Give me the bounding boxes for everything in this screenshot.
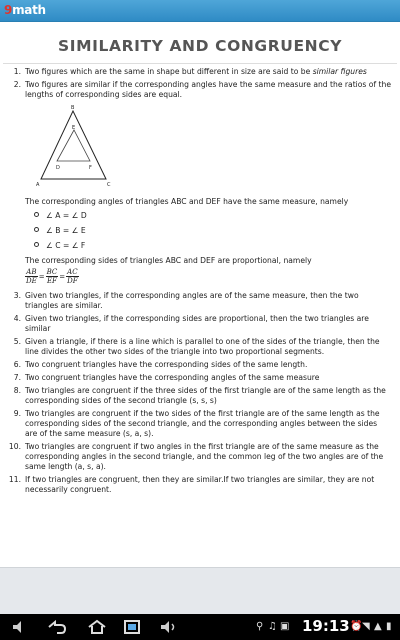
item-text: Two triangles are congruent if two angles in the first triangle are of the same measure as the corresponding angles in the second triangle, and the common leg of the two angles are of the same length (a, s, a).: [25, 442, 384, 471]
list-item-8: [0, 386, 400, 406]
list-item-10: [0, 442, 400, 472]
bottom-panel: [0, 567, 400, 614]
item-number: 2.: [13, 80, 21, 89]
ratio-ab-de: [25, 268, 38, 285]
item-number: 11.: [8, 475, 21, 484]
triangles-diagram: [35, 103, 145, 193]
ratio-ac-df: [66, 268, 78, 285]
equals-sign: =: [59, 272, 66, 281]
item-text: Two congruent triangles have the corresponding angles of the same measure: [25, 373, 320, 382]
title-divider: [3, 63, 397, 64]
label-b: B: [71, 105, 75, 111]
lesson-content[interactable]: [0, 22, 400, 567]
label-c: C: [107, 182, 111, 188]
sides-intro: The corresponding sides of triangles ABC and DEF are proportional, namely: [25, 256, 312, 265]
logo-text: math: [12, 3, 46, 17]
ratio-denominator: EF: [46, 277, 57, 285]
item-number: 9.: [13, 409, 21, 418]
signal-icon: ▲: [374, 621, 382, 632]
list-item-2: [0, 80, 400, 100]
app-bar: [0, 0, 400, 22]
back-icon[interactable]: [46, 619, 68, 635]
list-item-7: [0, 373, 400, 383]
page-title: SIMILARITY AND CONGRUENCY: [57, 37, 343, 55]
angle-list: [0, 211, 400, 251]
list-item-11: [0, 475, 400, 495]
list-item-3: [0, 291, 400, 311]
triangle-abc: [41, 111, 106, 179]
list-item-5: [0, 337, 400, 357]
angle-equation: ∠ B = ∠ E: [46, 226, 86, 235]
item-number: 6.: [13, 360, 21, 369]
angle-equation: ∠ A = ∠ D: [46, 211, 87, 220]
item-text: Given two triangles, if the corresponding angles are of the same measure, then the two triangles are similar.: [25, 291, 359, 310]
item-text: Given two triangles, if the corresponding sides are proportional, then the two triangles are similar: [25, 314, 369, 333]
gallery-icon: ▣: [280, 621, 290, 632]
ratio-numerator: BC: [46, 268, 58, 276]
app-logo[interactable]: [4, 3, 46, 17]
item-text: Given a triangle, if there is a line which is parallel to one of the sides of the triangle, then the line divides the other two sides of the triangle into two proportional segments.: [25, 337, 380, 356]
list-item-4: [0, 314, 400, 334]
item-number: 8.: [13, 386, 21, 395]
status-time: 19:13: [302, 617, 350, 635]
angle-item: [34, 211, 400, 221]
equals-sign: =: [38, 272, 45, 281]
side-ratio-equation: [0, 268, 400, 285]
label-e: E: [72, 125, 76, 131]
item-number: 4.: [13, 314, 21, 323]
alarm-icon: ⏰: [350, 621, 363, 632]
recent-apps-icon[interactable]: [122, 619, 142, 635]
item-number: 10.: [8, 442, 21, 451]
item-number: 5.: [13, 337, 21, 346]
volume-up-icon[interactable]: [158, 619, 180, 635]
ratio-denominator: DF: [67, 277, 78, 285]
home-icon[interactable]: [86, 619, 108, 635]
ratio-denominator: DE: [26, 277, 37, 285]
item-text: Two figures which are the same in shape but different in size are said to be: [25, 67, 313, 76]
triangle-figure: [35, 103, 400, 193]
usb-icon: ⚲: [256, 621, 264, 632]
battery-icon: ▮: [386, 621, 392, 632]
angles-intro: The corresponding angles of triangles ABC and DEF have the same measure, namely: [25, 197, 349, 206]
bullet-icon: [34, 227, 39, 232]
ratio-bc-ef: [46, 268, 59, 285]
item-text: If two triangles are congruent, then they are similar.If two triangles are similar, they are not necessarily congruent.: [25, 475, 375, 494]
label-a: A: [36, 182, 40, 188]
item-text: Two triangles are congruent if the three sides of the first triangle are of the same length as the corresponding sides of the second triangle (s, s, s): [25, 386, 386, 405]
ratio-numerator: AB: [26, 268, 37, 276]
item-number: 1.: [13, 67, 21, 76]
bullet-icon: [34, 242, 39, 247]
item-text: Two congruent triangles have the corresponding sides of the same length.: [25, 360, 308, 369]
label-d: D: [56, 165, 60, 171]
wifi-icon: ◥: [362, 621, 370, 632]
item-number: 3.: [13, 291, 21, 300]
list-item-1: [0, 67, 400, 77]
angle-item: [34, 226, 400, 236]
logo-nine: 9: [4, 3, 13, 17]
label-f: F: [89, 165, 92, 171]
angle-item: [34, 241, 400, 251]
item-text: Two triangles are congruent if the two sides of the first triangle are of the same length as the corresponding sides of the second triangle, and the corresponding angles between the sides are of the same measure (s, a, s).: [25, 409, 380, 438]
item-term: similar figures: [312, 67, 367, 76]
item-number: 7.: [13, 373, 21, 382]
ratio-numerator: AC: [67, 268, 78, 276]
item-text: Two figures are similar if the corresponding angles have the same measure and the ratios of the lengths of corresponding sides are equal.: [25, 80, 391, 99]
list-item-9: [0, 409, 400, 439]
list-item-6: [0, 360, 400, 370]
bullet-icon: [34, 212, 39, 217]
system-navigation-bar: [0, 614, 400, 640]
music-icon: ♫: [268, 621, 277, 632]
angle-equation: ∠ C = ∠ F: [46, 241, 86, 250]
volume-down-icon[interactable]: [10, 619, 32, 635]
